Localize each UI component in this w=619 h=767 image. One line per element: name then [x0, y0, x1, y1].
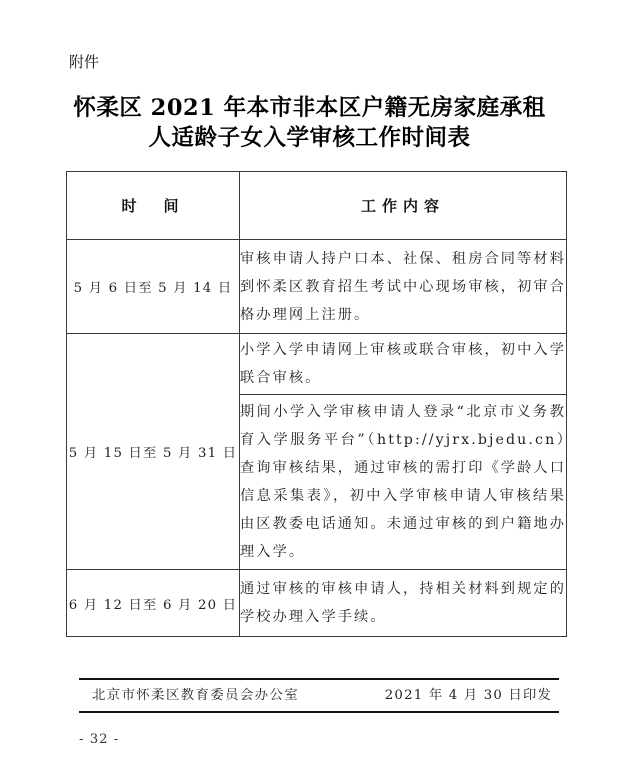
content-cell: 小学入学申请网上审核或联合审核，初中入学联合审核。 — [240, 334, 567, 395]
schedule-table — [66, 171, 567, 637]
content-cell: 审核申请人持户口本、社保、租房合同等材料到怀柔区教育招生考试中心现场审核，初审合格办理网上注册。 — [240, 240, 567, 334]
table-row — [67, 240, 567, 334]
time-cell: 5 月 6 日至 5 月 14 日 — [67, 240, 240, 334]
title-line-2: 人适龄子女入学审核工作时间表 — [148, 125, 471, 151]
table-row — [67, 334, 567, 395]
issuer-name: 北京市怀柔区教育委员会办公室 — [92, 688, 300, 703]
content-cell: 通过审核的审核申请人，持相关材料到规定的学校办理入学手续。 — [240, 570, 567, 637]
footer-divider-top — [79, 678, 559, 680]
issue-date: 2021 年 4 月 30 日印发 — [384, 688, 552, 703]
column-header-content: 工作内容 — [240, 172, 567, 240]
table-header-row — [67, 172, 567, 240]
document-title — [0, 93, 619, 153]
table-row — [67, 570, 567, 637]
title-line-1: 怀柔区 2021 年本市非本区户籍无房家庭承租 — [73, 95, 546, 121]
attachment-label: 附件 — [69, 53, 100, 71]
time-cell: 6 月 12 日至 6 月 20 日 — [67, 570, 240, 637]
column-header-time: 时 间 — [67, 172, 240, 240]
content-cell: 期间小学入学审核申请人登录“北京市义务教育入学服务平台”（http://yjrx.bjedu.cn）查询审核结果，通过审核的需打印《学龄人口信息采集表》，初中入学审核申请人审核结果由区教委电话通知。未通过审核的到户籍地办理入学。 — [240, 395, 567, 570]
footer-divider-bottom — [79, 711, 559, 713]
page-number: - 32 - — [79, 732, 120, 747]
time-cell: 5 月 15 日至 5 月 31 日 — [67, 334, 240, 570]
